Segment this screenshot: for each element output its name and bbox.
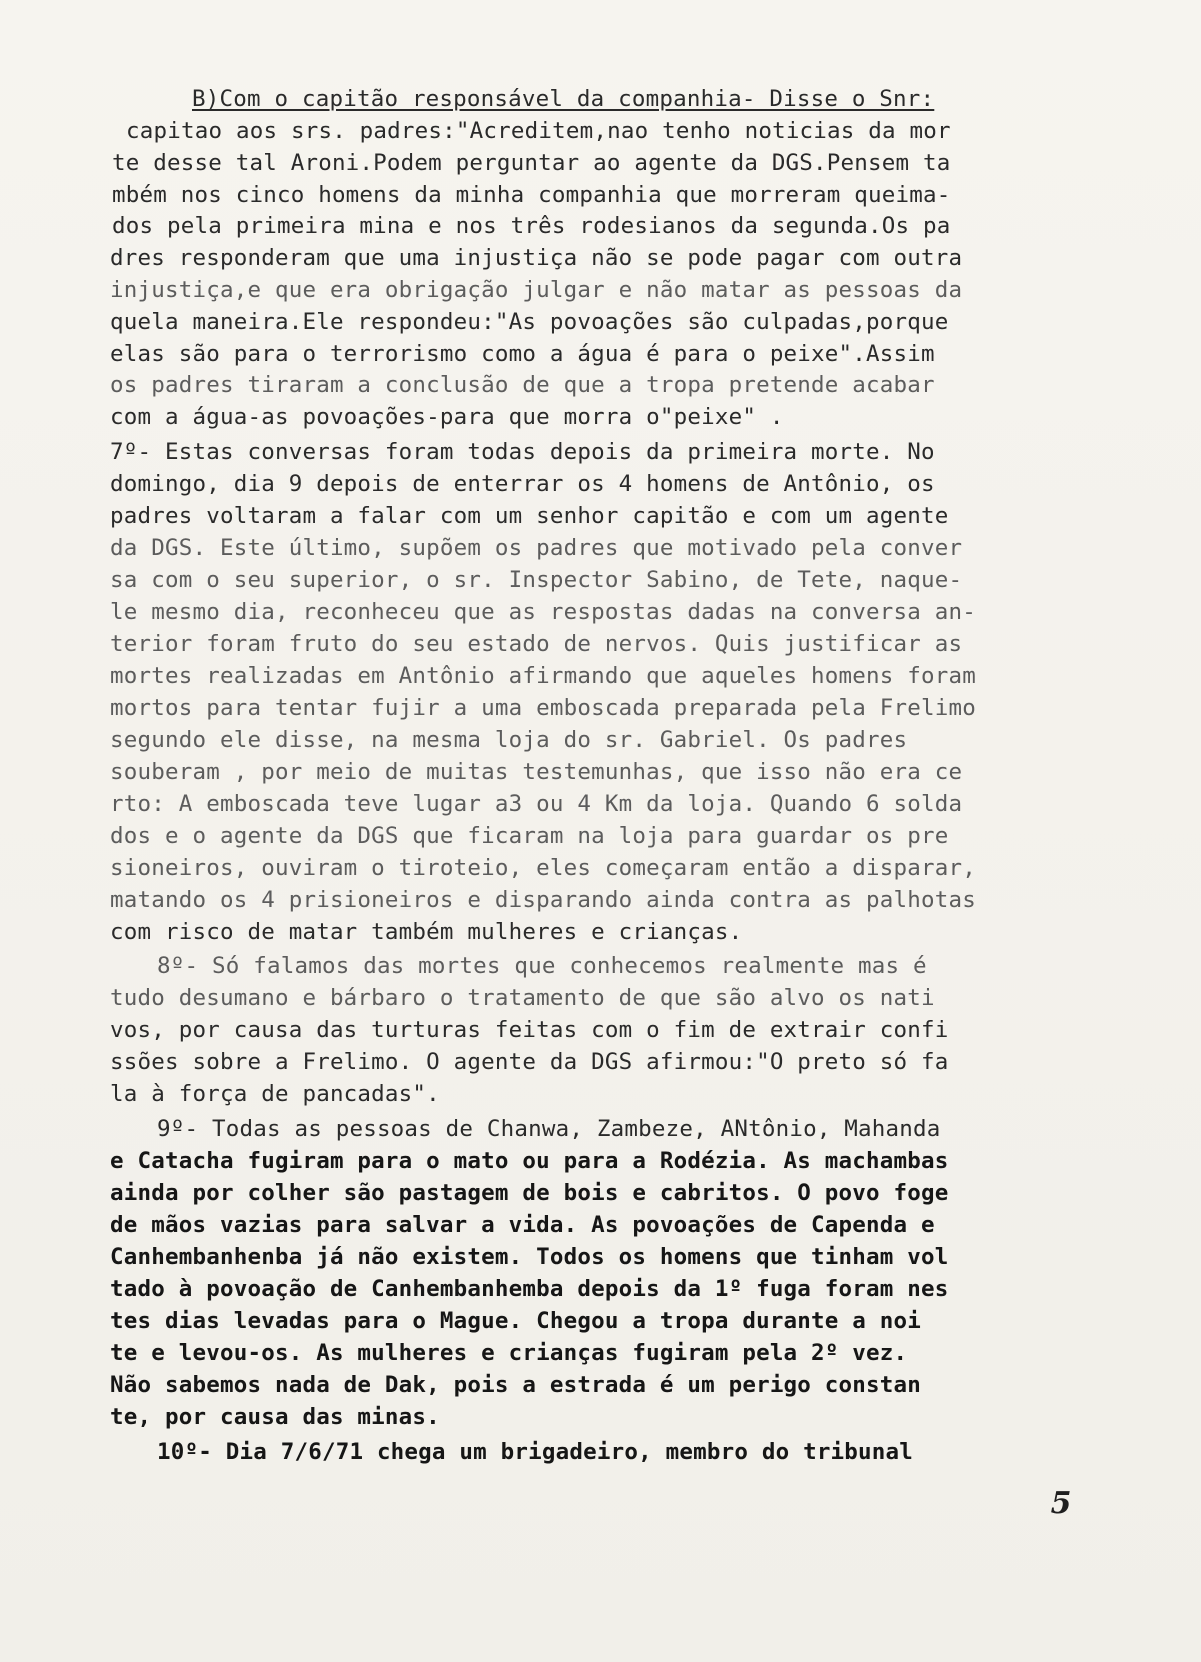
text-line: da DGS. Este último, supõem os padres que motivado pela conver: [110, 535, 963, 561]
text-line: mortes realizadas em Antônio afirmando que aqueles homens foram: [110, 663, 977, 689]
paragraph-10-start: 10º- Dia 7/6/71 chega um brigadeiro, membro do tribunal: [157, 1439, 914, 1465]
text-line: te desse tal Aroni.Podem perguntar ao agente da DGS.Pensem ta: [112, 150, 951, 176]
text-line: sioneiros, ouviram o tiroteio, eles começaram então a disparar,: [110, 855, 977, 881]
text-line: ainda por colher são pastagem de bois e cabritos. O povo foge: [110, 1180, 949, 1206]
text-line: padres voltaram a falar com um senhor capitão e com um agente: [110, 503, 949, 529]
text-line: la à força de pancadas".: [110, 1081, 440, 1107]
text-line: elas são para o terrorismo como a água é para o peixe".Assim: [110, 341, 935, 367]
paragraph-9-start: 9º- Todas as pessoas de Chanwa, Zambeze, ANtônio, Mahanda: [157, 1116, 941, 1142]
text-line: Não sabemos nada de Dak, pois a estrada é um perigo constan: [110, 1372, 922, 1398]
text-line: tado à povoação de Canhembanhemba depois da 1º fuga foram nes: [110, 1276, 949, 1302]
paragraph-8-start: 8º- Só falamos das mortes que conhecemos realmente mas é: [157, 953, 927, 979]
text-line: souberam , por meio de muitas testemunhas, que isso não era ce: [110, 759, 963, 785]
text-line: com risco de matar também mulheres e crianças.: [110, 919, 743, 945]
text-line: vos, por causa das turturas feitas com o fim de extrair confi: [110, 1017, 949, 1043]
text-line: mortos para tentar fujir a uma emboscada preparada pela Frelimo: [110, 695, 977, 721]
text-line: te e levou-os. As mulheres e crianças fugiram pela 2º vez.: [110, 1340, 908, 1366]
text-line: terior foram fruto do seu estado de nervos. Quis justificar as: [110, 631, 963, 657]
paragraph-7-start: 7º- Estas conversas foram todas depois da primeira morte. No: [110, 439, 935, 465]
text-line: capitao aos srs. padres:"Acreditem,nao tenho noticias da mor: [126, 118, 951, 144]
text-line: Canhembanhenba já não existem. Todos os homens que tinham vol: [110, 1244, 949, 1270]
text-line: segundo ele disse, na mesma loja do sr. Gabriel. Os padres: [110, 727, 908, 753]
text-line: dos pela primeira mina e nos três rodesianos da segunda.Os pa: [112, 213, 951, 239]
text-line: le mesmo dia, reconheceu que as respostas dadas na conversa an-: [110, 599, 977, 625]
section-heading-b: B)Com o capitão responsável da companhia- Disse o Snr:: [192, 86, 935, 112]
page-number: 5: [1050, 1486, 1072, 1521]
text-line: matando os 4 prisioneiros e disparando ainda contra as palhotas: [110, 887, 977, 913]
text-line: rto: A emboscada teve lugar a3 ou 4 Km da loja. Quando 6 solda: [110, 791, 963, 817]
text-line: e Catacha fugiram para o mato ou para a Rodézia. As machambas: [110, 1148, 949, 1174]
text-line: com a água-as povoações-para que morra o"peixe" .: [110, 404, 784, 430]
text-line: mbém nos cinco homens da minha companhia que morreram queima-: [112, 182, 951, 208]
text-line: te, por causa das minas.: [110, 1404, 440, 1430]
text-line: injustiça,e que era obrigação julgar e não matar as pessoas da: [110, 277, 963, 303]
text-line: tes dias levadas para o Mague. Chegou a tropa durante a noi: [110, 1308, 922, 1334]
text-line: sa com o seu superior, o sr. Inspector Sabino, de Tete, naque-: [110, 567, 963, 593]
text-line: os padres tiraram a conclusão de que a tropa pretende acabar: [110, 372, 935, 398]
text-line: ssões sobre a Frelimo. O agente da DGS afirmou:"O preto só fa: [110, 1049, 949, 1075]
text-line: dres responderam que uma injustiça não se pode pagar com outra: [110, 245, 963, 271]
text-line: quela maneira.Ele respondeu:"As povoações são culpadas,porque: [110, 309, 949, 335]
text-line: de mãos vazias para salvar a vida. As povoações de Capenda e: [110, 1212, 935, 1238]
text-line: dos e o agente da DGS que ficaram na loja para guardar os pre: [110, 823, 949, 849]
text-line: domingo, dia 9 depois de enterrar os 4 homens de Antônio, os: [110, 471, 935, 497]
text-line: tudo desumano e bárbaro o tratamento de que são alvo os nati: [110, 985, 935, 1011]
